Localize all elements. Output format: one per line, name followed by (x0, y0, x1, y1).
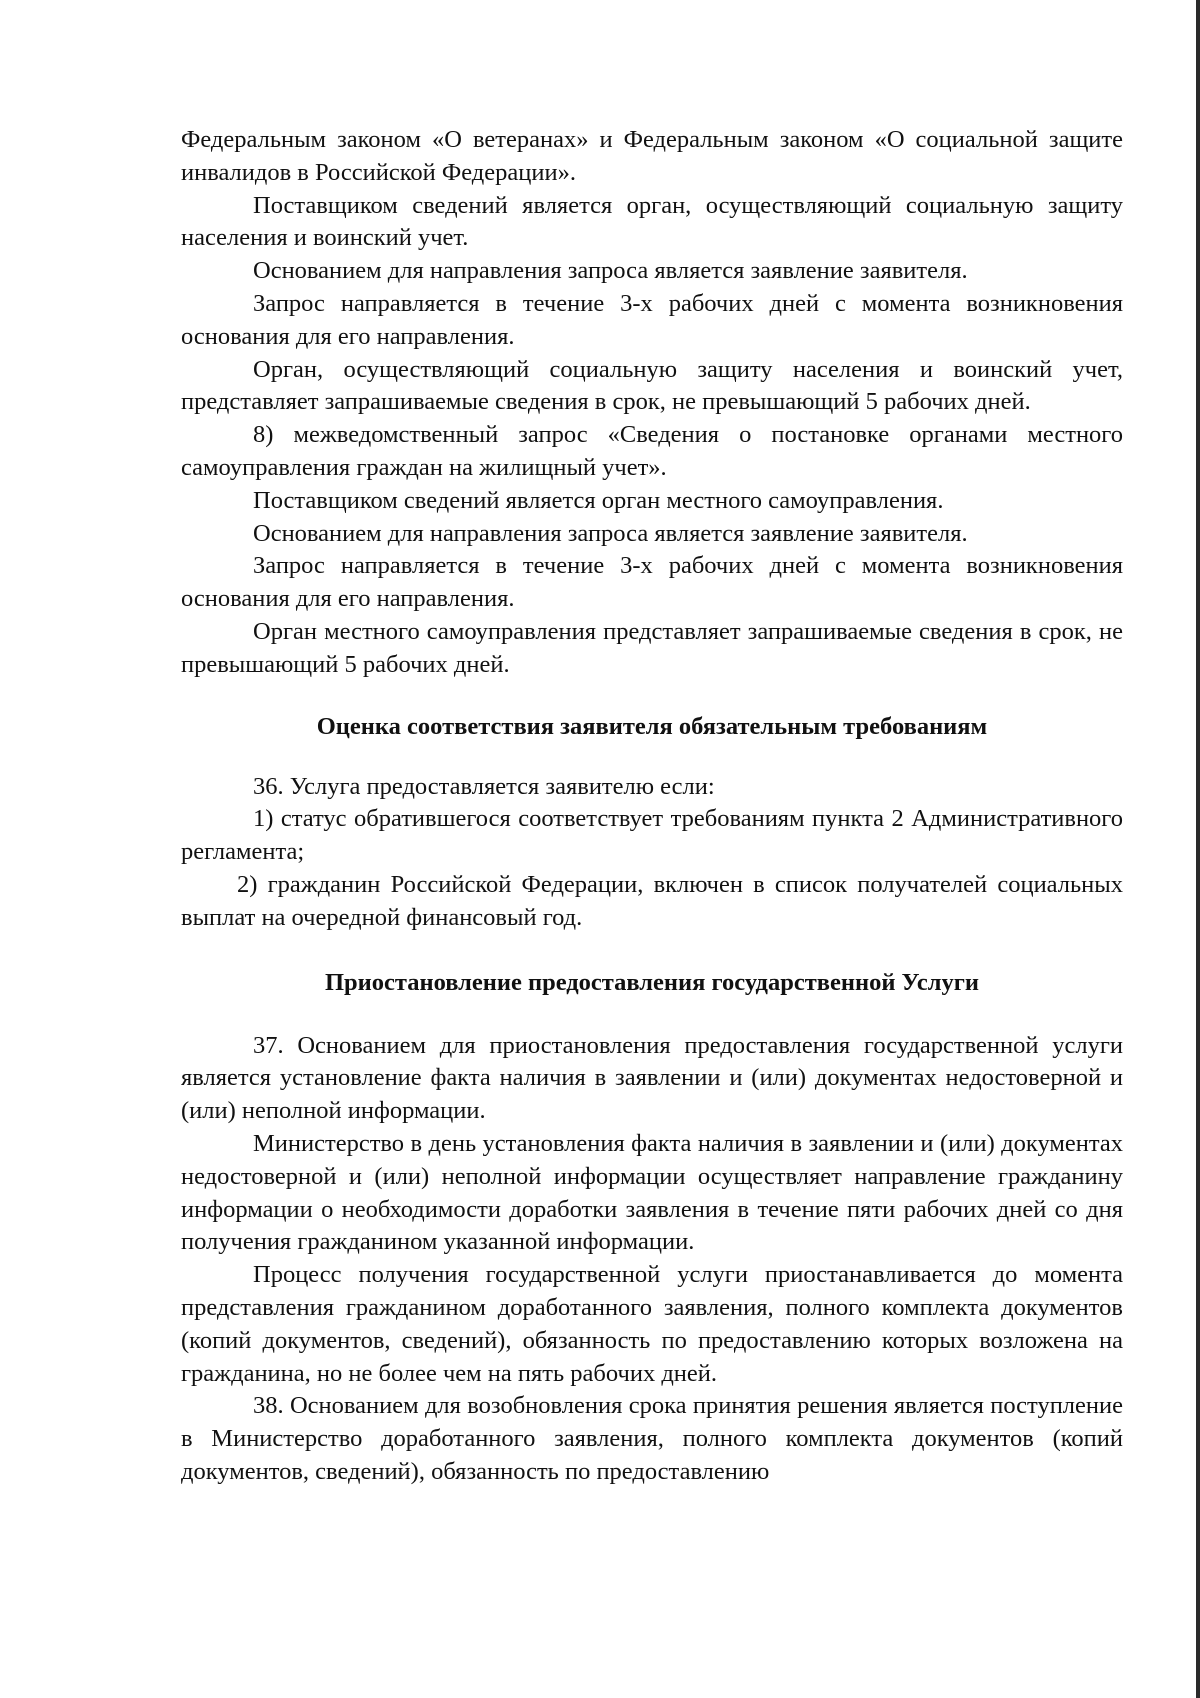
paragraph-item-8: 8) межведомственный запрос «Сведения о постановке органами местного самоуправления граждан на жилищный учет». (181, 421, 1123, 481)
section-36-item-1: 1) статус обратившегося соответствует требованиям пункта 2 Административного регламента; (181, 805, 1123, 866)
paragraph-supplier: Поставщиком сведений является орган, осуществляющий социальную защиту населения и воинский учет. (181, 191, 1123, 252)
section-37-para-2: Министерство в день установления факта наличия в заявлении и (или) документах недостоверной и (или) неполной информации осуществляет направление гражданину информации о необходимости доработки заявления в течение пяти рабочих дней со дня получения гражданином указанной информации. (181, 1129, 1123, 1256)
paragraph-request-term: Запрос направляется в течение 3-х рабочих дней с момента возникновения основания для его направления. (181, 289, 1123, 350)
paragraph-response-term-2: Орган местного самоуправления представляет запрашиваемые сведения в срок, не превышающий 5 рабочих дней. (181, 617, 1123, 678)
heading-suspension: Приостановление предоставления государственной Услуги (324, 968, 980, 996)
paragraph-response-term: Орган, осуществляющий социальную защиту населения и воинский учет, представляет запрашиваемые сведения в срок, не превышающий 5 рабочих дней. (181, 355, 1123, 416)
page-edge (1196, 0, 1200, 1698)
paragraph-basis: Основанием для направления запроса является заявление заявителя. (253, 257, 968, 285)
section-36-intro: 36. Услуга предоставляется заявителю если: (253, 772, 715, 800)
section-37-para-1: 37. Основанием для приостановления предоставления государственной услуги является установление факта наличия в заявлении и (или) документах недостоверной и (или) неполной информации. (181, 1031, 1123, 1125)
paragraph-request-term-2: Запрос направляется в течение 3-х рабочих дней с момента возникновения основания для его направления. (181, 552, 1123, 613)
paragraph-basis-2: Основанием для направления запроса является заявление заявителя. (253, 519, 968, 547)
document-body (181, 124, 1123, 1489)
section-38-para: 38. Основанием для возобновления срока принятия решения является поступление в Министерство доработанного заявления, полного комплекта документов (копий документов, сведений), обязанность по предоставлению (181, 1392, 1123, 1485)
paragraph-supplier-2: Поставщиком сведений является орган местного самоуправления. (253, 486, 944, 514)
section-36-item-2: 2) гражданин Российской Федерации, включен в список получателей социальных выплат на очередной финансовый год. (181, 870, 1123, 931)
heading-assessment: Оценка соответствия заявителя обязательным требованиям (316, 712, 988, 740)
section-37-para-3: Процесс получения государственной услуги приостанавливается до момента представления гражданином доработанного заявления, полного комплекта документов (копий документов, сведений), обязанность по предоставлению которых возложена на гражданина, но не более чем на пять рабочих дней. (181, 1261, 1123, 1387)
paragraph-continuation: Федеральным законом «О ветеранах» и Федеральным законом «О социальной защите инвалидов в Российской Федерации». (181, 126, 1123, 186)
